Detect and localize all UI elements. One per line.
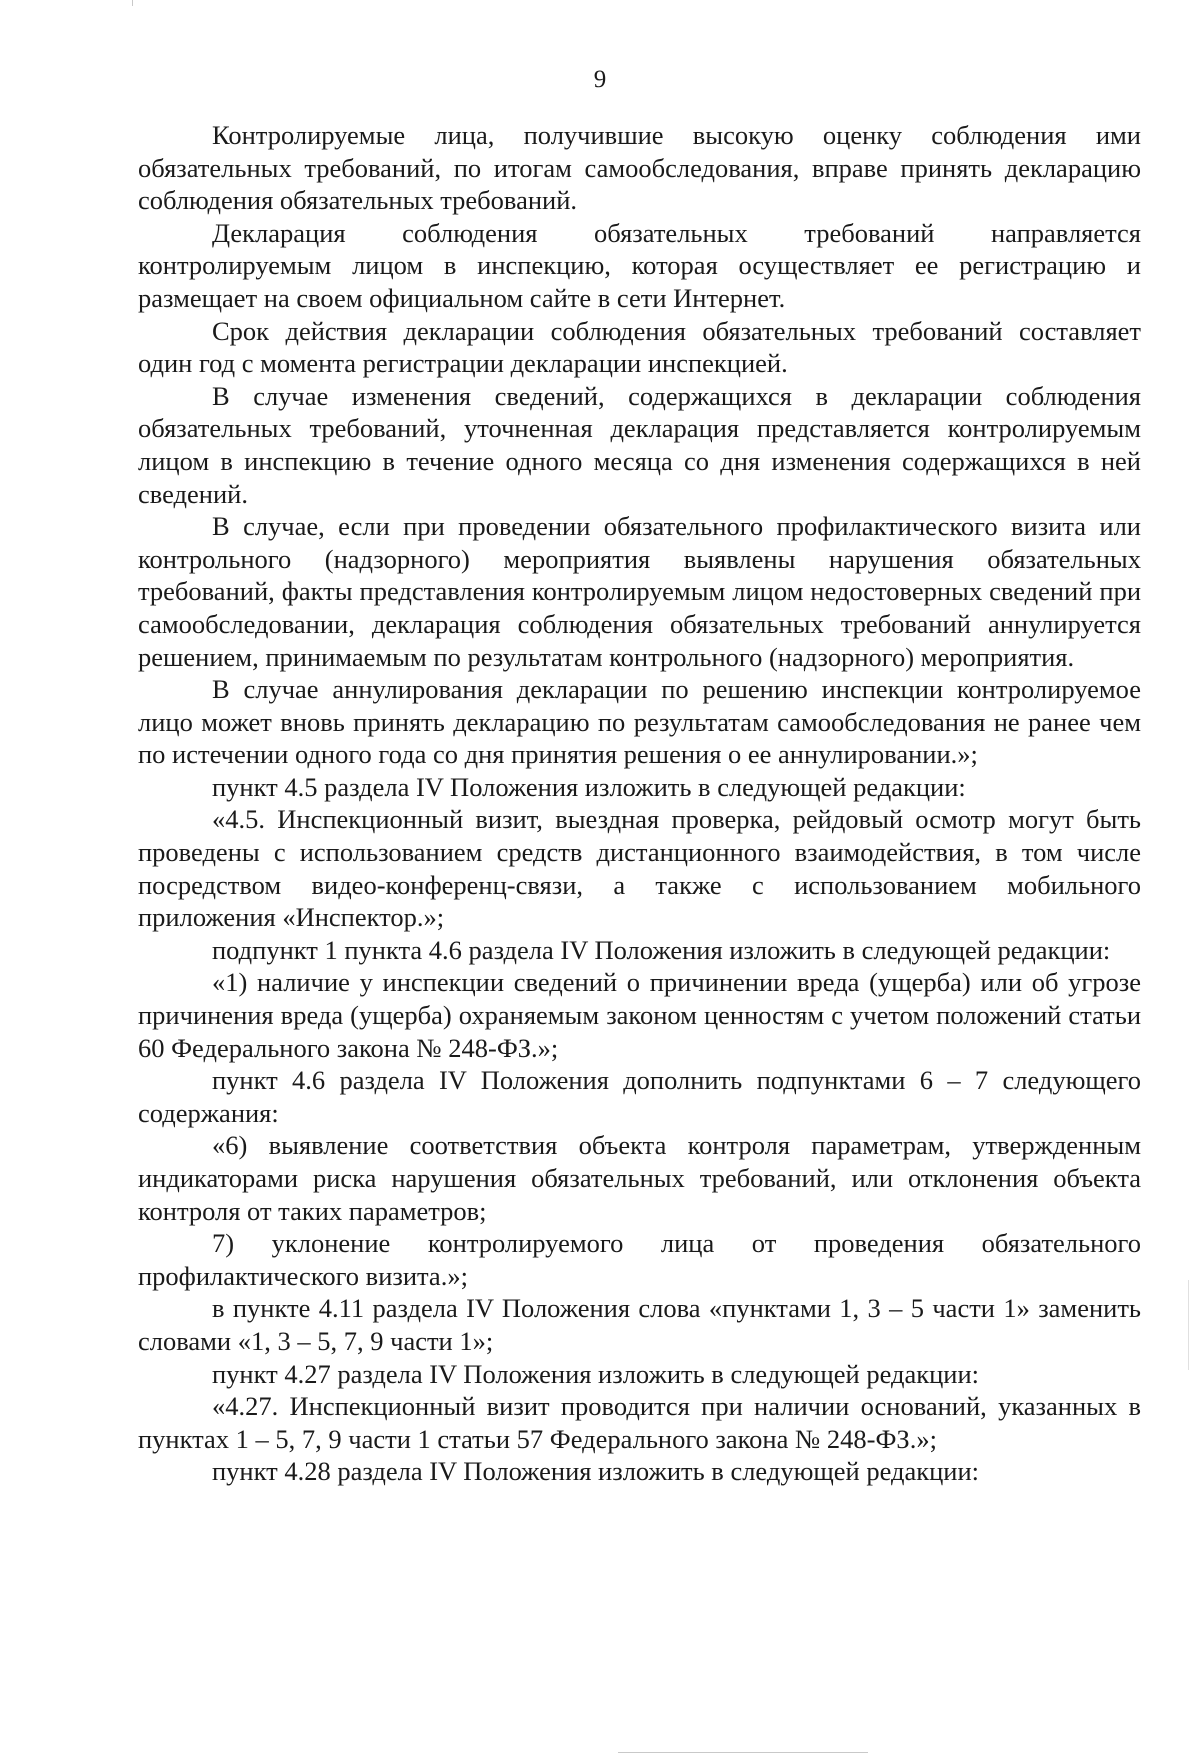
- paragraph: В случае изменения сведений, содержащихся в декларации соблюдения обязательных требований, уточненная декларация представляется контролируемым лицом в инспекцию в течение одного месяца со дня изменения содержащихся в ней сведений.: [138, 380, 1141, 509]
- paragraph: «4.5. Инспекционный визит, выездная проверка, рейдовый осмотр могут быть проведены с использованием средств дистанционного взаимодействия, в том числе посредством видео-конференц-связи, а также с использованием мобильного приложения «Инспектор.»;: [138, 804, 1141, 933]
- scan-artifact: [132, 0, 133, 6]
- document-body: [138, 119, 1141, 1488]
- paragraph: В случае, если при проведении обязательного профилактического визита или контрольного (надзорного) мероприятия выявлены нарушения обязательных требований, факты представления контролируемым лицом недостоверных сведений при самообследовании, декларация соблюдения обязательных требований аннулируется решением, принимаемым по результатам контрольного (надзорного) мероприятия.: [138, 511, 1141, 672]
- scan-artifact: [1188, 1280, 1189, 1370]
- paragraph: пункт 4.27 раздела IV Положения изложить в следующей редакции:: [212, 1358, 980, 1389]
- paragraph: «1) наличие у инспекции сведений о причинении вреда (ущерба) или об угрозе причинения вреда (ущерба) охраняемым законом ценностям с учетом положений статьи 60 Федерального закона № 248-ФЗ.»;: [138, 967, 1141, 1063]
- paragraph: Декларация соблюдения обязательных требований направляется контролируемым лицом в инспекцию, которая осуществляет ее регистрацию и размещает на своем официальном сайте в сети Интернет.: [138, 217, 1141, 313]
- paragraph: Срок действия декларации соблюдения обязательных требований составляет один год с момента регистрации декларации инспекцией.: [138, 315, 1141, 379]
- scan-artifact: [618, 1752, 868, 1753]
- paragraph: 7) уклонение контролируемого лица от проведения обязательного профилактического визита.»;: [138, 1228, 1141, 1291]
- paragraph: пункт 4.6 раздела IV Положения дополнить подпунктами 6 – 7 следующего содержания:: [138, 1065, 1141, 1128]
- paragraph: Контролируемые лица, получившие высокую оценку соблюдения ими обязательных требований, по итогам самообследования, вправе принять декларацию соблюдения обязательных требований.: [138, 120, 1141, 216]
- paragraph: подпункт 1 пункта 4.6 раздела IV Положения изложить в следующей редакции:: [212, 934, 1111, 965]
- paragraph: пункт 4.28 раздела IV Положения изложить в следующей редакции:: [212, 1456, 980, 1487]
- paragraph: пункт 4.5 раздела IV Положения изложить в следующей редакции:: [212, 771, 966, 802]
- page-number: 9: [593, 66, 607, 93]
- paragraph: «4.27. Инспекционный визит проводится при наличии оснований, указанных в пунктах 1 – 5, 7, 9 части 1 статьи 57 Федерального закона № 248-ФЗ.»;: [138, 1391, 1141, 1454]
- paragraph: в пункте 4.11 раздела IV Положения слова «пунктами 1, 3 – 5 части 1» заменить словами «1, 3 – 5, 7, 9 части 1»;: [138, 1293, 1141, 1356]
- paragraph: В случае аннулирования декларации по решению инспекции контролируемое лицо может вновь принять декларацию по результатам самообследования не ранее чем по истечении одного года со дня принятия решения о ее аннулировании.»;: [138, 674, 1141, 770]
- paragraph: «6) выявление соответствия объекта контроля параметрам, утвержденным индикаторами риска нарушения обязательных требований, или отклонения объекта контроля от таких параметров;: [138, 1130, 1141, 1226]
